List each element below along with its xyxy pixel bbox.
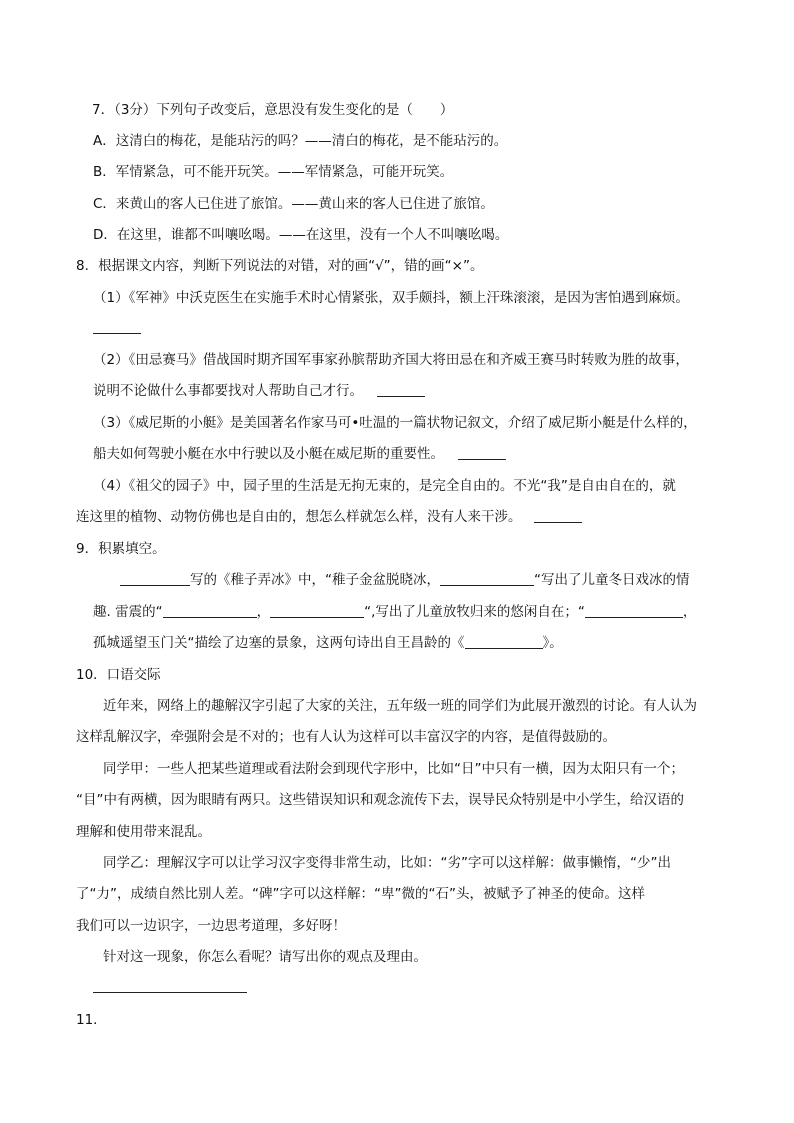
q8-item-3-text: 船夫如何驾驶小艇在水中行驶以及小艇在威尼斯的重要性。 [93,446,444,462]
q8-item-4-line-1: （4）《祖父的园子》中，园子里的生活是无拘无束的，是完全自由的。不光“我”是自由自在的，就 [93,478,676,494]
q8-item-2-line-1: （2）《田忌赛马》借战国时期齐国军事家孙膑帮助齐国大将田忌在和齐威王赛马时转败为胜的故事， [93,352,689,368]
q11-stem: 11． [76,1012,107,1028]
q8-item-1: （1）《军神》中沃克医生在实施手术时心情紧张，双手颇抖，额上汗珠滚滚，是因为害怕遇到麻烦。 [93,290,689,306]
q9-line-3-text-a: 孤城遥望玉门关“描绘了边塞的景象，这两句诗出自王昌龄的《 [93,635,465,651]
q9-blank-wangchangling[interactable] [585,603,683,618]
q8-item-1-answer-blank[interactable] [93,333,141,334]
q9-blank-author[interactable] [120,571,190,586]
q8-item-2-text: 说明不论做什么事都要找对人帮助自己才行。 [93,383,363,399]
q9-stem: 9．积累填空。 [76,541,166,557]
q8-item-4-line-2 [76,507,582,527]
q10-para-1-line-1: 近年来，网络上的趣解汉字引起了大家的关注，五年级一班的同学们为此展开激烈的讨论。有人认为 [103,698,697,714]
q9-line-2-text-c: “,写出了儿童放牧归来的悠闲自在；“ [364,604,585,620]
q8-item-3-line-1: （3）《威尼斯的小艇》是美国著名作家马可•吐温的一篇状物记叙文，介绍了威尼斯小艇是什么样的， [93,415,697,431]
q7-option-d: D．在这里，谁都不叫嚷吆喝。——在这里，没有一个人不叫嚷吆喝。 [93,227,509,243]
q10-para-2-line-1: 同学甲：一些人把某些道理或看法附会到现代字形中，比如“日”中只有一横，因为太阳只有一个； [103,761,684,777]
q10-para-2-line-3: 理解和使用带来混乱。 [76,824,211,840]
q8-stem: 8．根据课文内容，判断下列说法的对错，对的画“√”，错的画“×”。 [76,258,484,274]
q9-blank-leizhen-2[interactable] [270,603,364,618]
q10-para-3-line-3: 我们可以一边识字，一边思考道理，多好呀！ [76,918,346,934]
q9-blank-leizhen-1[interactable] [163,603,257,618]
q7-option-c: C．来黄山的客人已住进了旅馆。——黄山来的客人已住进了旅馆。 [93,196,494,212]
q9-line-2 [93,602,696,622]
q9-line-3-text-b: 》。 [542,635,563,651]
q10-prompt: 针对这一现象，你怎么看呢？请写出你的观点及理由。 [103,949,427,965]
q7-stem: 7．（3分）下列句子改变后，意思没有发生变化的是（ ） [92,102,454,118]
q9-line-1-text-a: 写的《稚子弄冰》中，“稚子金盆脱晓冰， [190,572,440,588]
q9-line-1 [120,570,690,590]
q9-line-2-text-b: ， [256,604,271,620]
q9-blank-poem-title[interactable] [465,634,543,649]
q9-line-2-text-d: ， [682,604,697,620]
q9-line-1-text-b: “写出了儿童冬日戏冰的情 [534,572,690,588]
q8-item-2-answer-blank[interactable] [377,382,425,397]
q7-option-b: B．军情紧急，可不能开玩笑。——军情紧急，可能开玩笑。 [93,164,454,180]
q10-para-3-line-2: 了“力”，成绩自然比别人差。“碑”字可以这样解：“卑”微的“石”头，被赋予了神圣的使命。这样 [76,886,645,902]
q10-answer-line[interactable] [93,992,247,993]
q7-option-a: A．这清白的梅花，是能玷污的吗？——清白的梅花，是不能玷污的。 [93,133,508,149]
q10-para-3-line-1: 同学乙：理解汉字可以让学习汉字变得非常生动，比如：“劣”字可以这样解：做事懒惰，“少”出 [103,855,671,871]
q8-item-3-line-2 [93,444,506,464]
q8-item-4-answer-blank[interactable] [534,508,582,523]
q10-stem: 10．口语交际 [76,667,161,683]
q10-para-1-line-2: 这样乱解汉字，牵强附会是不对的；也有人认为这样可以丰富汉字的内容，是值得鼓励的。 [76,729,616,745]
q8-item-3-answer-blank[interactable] [458,445,506,460]
q8-item-4-text: 连这里的植物、动物仿佛也是自由的，想怎么样就怎么样，没有人来干涉。 [76,509,522,525]
q9-blank-poem-line[interactable] [440,571,534,586]
q10-para-2-line-2: “目”中有两横，因为眼睛有两只。这些错误知识和观念流传下去，误导民众特别是中小学生，给汉语的 [76,792,684,808]
q9-line-3 [93,633,563,653]
q8-item-2-line-2 [93,381,425,401]
q9-line-2-text-a: 趣. 雷震的“ [93,604,163,620]
